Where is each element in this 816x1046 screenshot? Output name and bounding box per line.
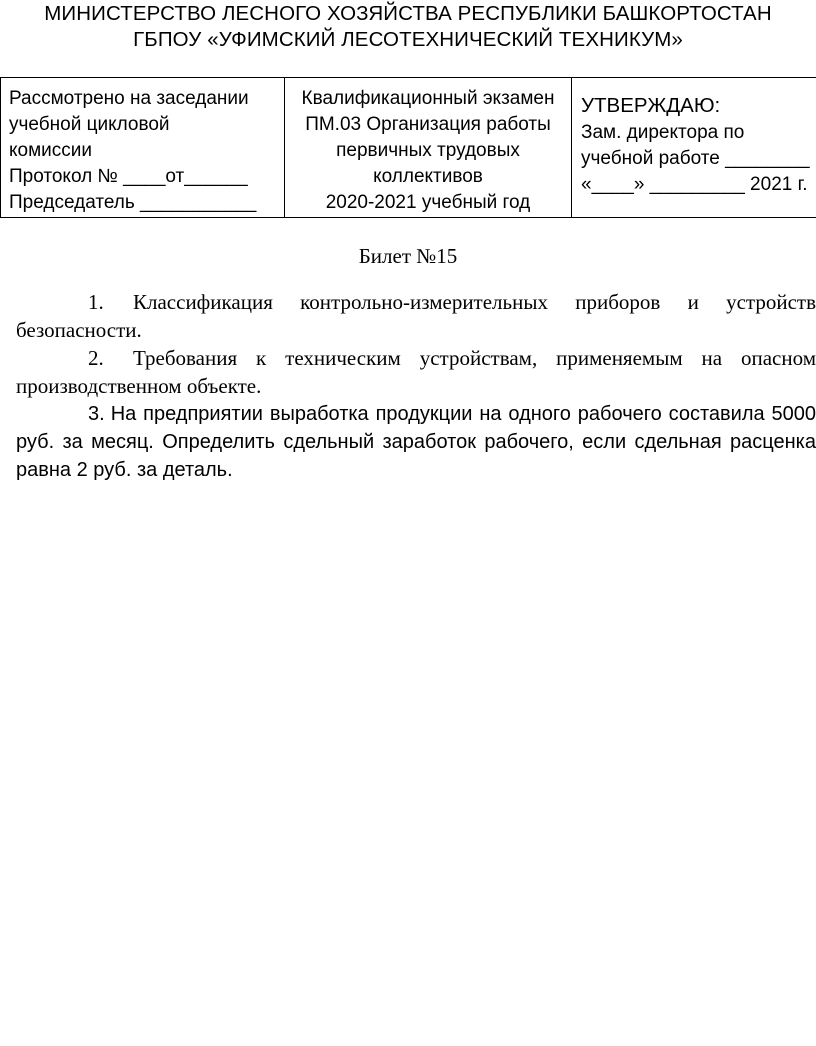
approve-cell [572, 78, 816, 217]
question-list [16, 288, 816, 484]
exam-line: Квалификационный экзамен [301, 88, 555, 109]
exam-line: коллективов [373, 166, 483, 187]
question-number: 3. [88, 403, 105, 425]
question-item [16, 344, 816, 400]
protocol-line: Протокол № ____от______ [9, 166, 248, 187]
question-number: 1. [88, 290, 104, 314]
ticket-title: Билет №15 [358, 244, 458, 268]
question-text: На предприятии выработка продукции на одного рабочего составила 5000 руб. за месяц. Определить сдельный заработок рабочего, если сдельная расценка равна 2 руб. за деталь. [16, 403, 816, 481]
ministry-header: МИНИСТЕРСТВО ЛЕСНОГО ХОЗЯЙСТВА РЕСПУБЛИКИ БАШКОРТОСТАН [44, 2, 772, 25]
question-number: 2. [88, 346, 104, 370]
academic-year: 2020-2021 учебный год [325, 192, 531, 213]
approve-date-line: «____» _________ 2021 г. [581, 174, 808, 195]
review-cell [0, 78, 285, 217]
exam-line: первичных трудовых [336, 140, 520, 161]
review-line: Рассмотрено на заседании [9, 88, 249, 109]
question-text: Классификация контрольно-измерительных приборов и устройств безопасности. [16, 290, 816, 342]
review-line: учебной цикловой [9, 114, 170, 135]
exam-line: ПМ.03 Организация работы [305, 114, 551, 135]
approve-line: учебной работе ________ [581, 148, 810, 169]
approve-line: Зам. директора по [581, 122, 745, 143]
exam-info-cell [285, 78, 572, 217]
institution-header: ГБПОУ «УФИМСКИЙ ЛЕСОТЕХНИЧЕСКИЙ ТЕХНИКУМ» [133, 28, 683, 51]
question-item [16, 288, 816, 344]
chairman-line: Председатель ___________ [9, 192, 257, 213]
question-item [16, 400, 816, 484]
approval-table [0, 77, 816, 218]
approve-title: УТВЕРЖДАЮ: [581, 94, 721, 117]
review-line: комиссии [9, 140, 92, 161]
question-text: Требования к техническим устройствам, применяемым на опасном производственном объекте. [16, 346, 816, 398]
